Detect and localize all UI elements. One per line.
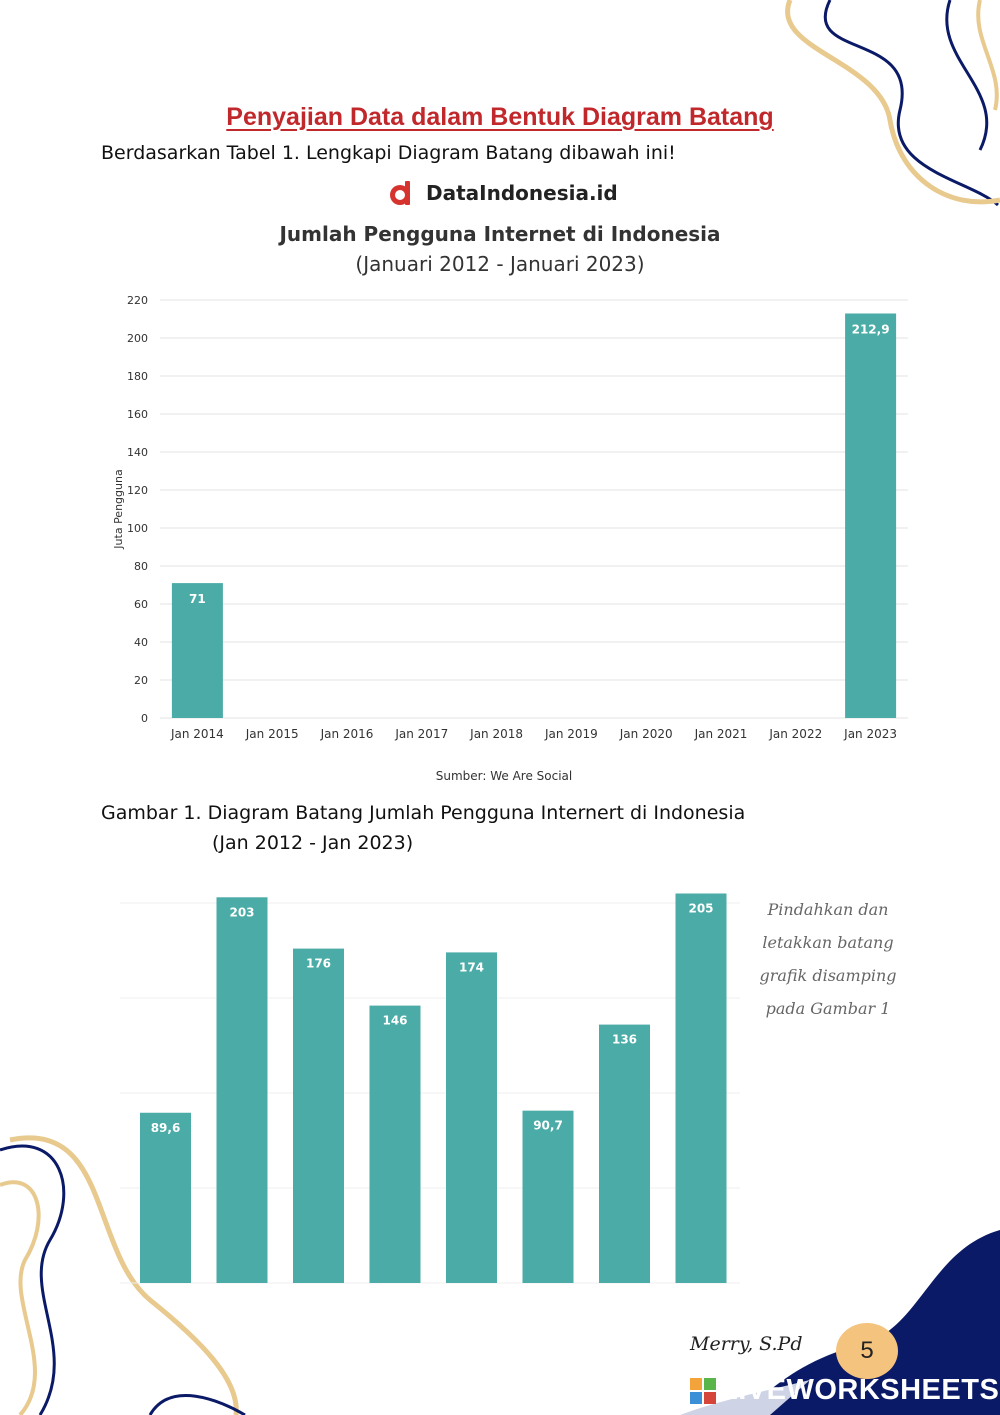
x-tick-label: Jan 2018: [470, 727, 524, 741]
draggable-bar[interactable]: [446, 952, 497, 1283]
bar-value-label: 205: [688, 901, 714, 916]
handwritten-instruction: [748, 893, 908, 1025]
y-tick-label: 220: [127, 294, 148, 307]
bar-value-label: 212,9: [851, 322, 890, 337]
figure-caption-line2: (Jan 2012 - Jan 2023): [212, 832, 414, 854]
dataindonesia-logo-icon: [388, 179, 416, 207]
bar-value-label: 203: [229, 905, 255, 920]
x-tick-label: Jan 2016: [320, 727, 374, 741]
chart-source-note: Sumber: We Are Social: [435, 769, 573, 783]
y-tick-label: 100: [127, 522, 148, 535]
y-tick-label: 200: [127, 332, 148, 345]
y-tick-label: 40: [134, 636, 148, 649]
bar-value-label: 176: [305, 956, 332, 971]
chart-subtitle: (Januari 2012 - Januari 2023): [355, 252, 645, 276]
handwritten-line: letakkan batang: [762, 933, 894, 952]
handwritten-line: pada Gambar 1: [765, 999, 891, 1018]
figure-caption-line1: Gambar 1. Diagram Batang Jumlah Pengguna Internert di Indonesia: [101, 802, 746, 824]
bar: [845, 313, 896, 718]
bar-value-label: 89,6: [150, 1120, 181, 1135]
y-tick-label: 140: [127, 446, 148, 459]
draggable-bar[interactable]: [217, 897, 268, 1283]
handwritten-line: Pindahkan dan: [767, 900, 889, 919]
x-tick-label: Jan 2021: [694, 727, 748, 741]
y-tick-label: 20: [134, 674, 148, 687]
bar: [140, 1113, 191, 1283]
instruction-text: Berdasarkan Tabel 1. Lengkapi Diagram Batang dibawah ini!: [101, 142, 676, 164]
draggable-bar[interactable]: [293, 949, 344, 1283]
y-tick-label: 0: [141, 712, 148, 725]
author-signature: Merry, S.Pd: [690, 1333, 803, 1355]
y-tick-label: 160: [127, 408, 148, 421]
brand-name: DataIndonesia.id: [426, 181, 618, 205]
bar: [293, 949, 344, 1283]
x-tick-label: Jan 2020: [619, 727, 673, 741]
x-tick-label: Jan 2022: [769, 727, 823, 741]
y-tick-label: 120: [127, 484, 148, 497]
liveworksheets-watermark: [690, 1374, 999, 1407]
y-axis-label: Juta Pengguna: [112, 469, 125, 549]
bar: [523, 1111, 574, 1283]
x-tick-label: Jan 2015: [245, 727, 299, 741]
watermark-text: LIVEWORKSHEETS: [720, 1374, 1000, 1406]
liveworksheets-logo-icon: [690, 1378, 716, 1404]
handwritten-line: grafik disamping: [759, 966, 897, 985]
bar-value-label: 174: [458, 960, 485, 975]
bar: [446, 952, 497, 1283]
bar-value-label: 136: [611, 1032, 638, 1047]
chart-title: Jumlah Pengguna Internet di Indonesia: [279, 222, 721, 246]
y-tick-label: 80: [134, 560, 148, 573]
y-tick-label: 180: [127, 370, 148, 383]
draggable-bar[interactable]: [599, 1025, 650, 1283]
x-tick-label: Jan 2014: [170, 727, 224, 741]
bar: [599, 1025, 650, 1283]
draggable-bar[interactable]: [676, 894, 727, 1284]
x-tick-label: Jan 2017: [395, 727, 449, 741]
bar-value-label: 71: [189, 592, 206, 607]
bar: [217, 897, 268, 1283]
bar: [676, 894, 727, 1284]
internet-users-bar-chart: [100, 285, 910, 790]
draggable-bars-panel: [120, 880, 740, 1290]
draggable-bar[interactable]: [523, 1111, 574, 1283]
page-heading: Penyajian Data dalam Bentuk Diagram Batang: [226, 103, 774, 131]
draggable-bar[interactable]: [370, 1006, 421, 1283]
page-number-badge: 5: [836, 1323, 898, 1379]
brand-header: [388, 177, 618, 209]
x-tick-label: Jan 2019: [544, 727, 598, 741]
bar-value-label: 90,7: [533, 1118, 563, 1133]
x-tick-label: Jan 2023: [844, 727, 898, 741]
draggable-bar[interactable]: [140, 1113, 191, 1283]
bar: [370, 1006, 421, 1283]
y-tick-label: 60: [134, 598, 148, 611]
bar-value-label: 146: [382, 1013, 408, 1028]
